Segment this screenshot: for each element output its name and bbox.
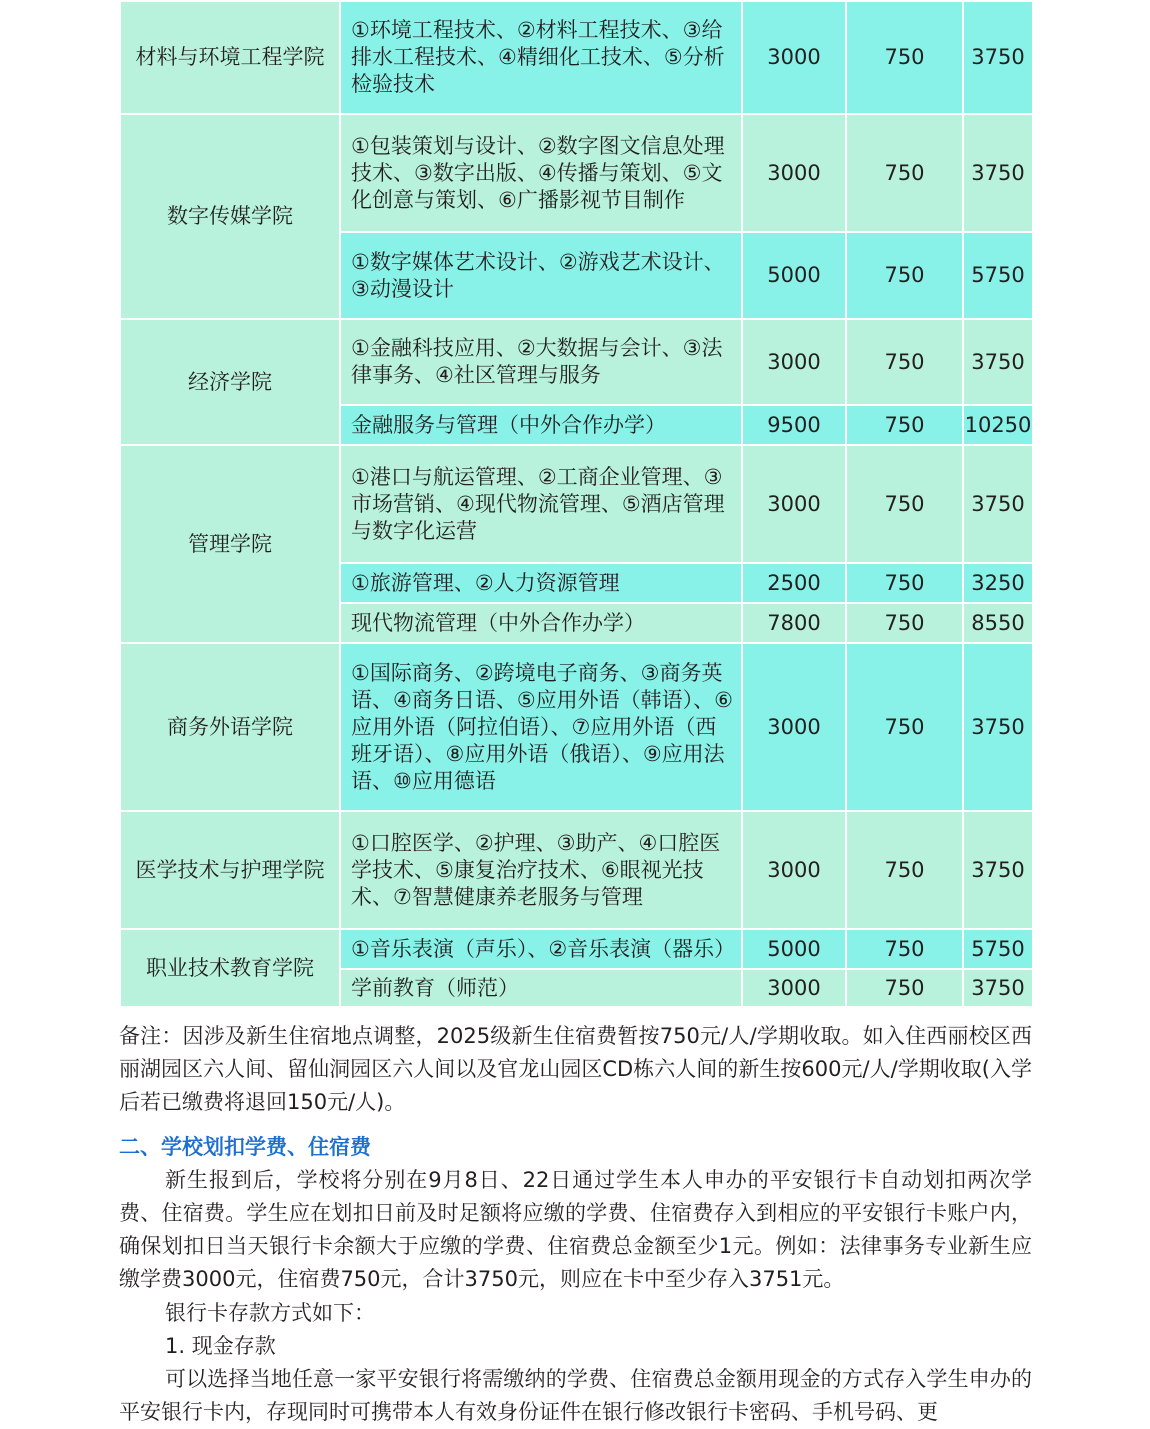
tuition-cell: 3000 [742,114,846,232]
total-cell: 5750 [963,232,1033,319]
total-cell: 3750 [963,811,1033,929]
dorm-fee-cell: 750 [846,969,963,1007]
major-cell: ①旅游管理、②人力资源管理 [340,563,742,603]
tuition-cell: 3000 [742,445,846,563]
tuition-cell: 3000 [742,1,846,114]
major-cell: ①数字媒体艺术设计、②游戏艺术设计、③动漫设计 [340,232,742,319]
college-cell: 材料与环境工程学院 [120,1,340,114]
deduction-paragraph: 新生报到后，学校将分别在9月8日、22日通过学生本人申办的平安银行卡自动划扣两次学费、住宿费。学生应在划扣日前及时足额将应缴的学费、住宿费存入到相应的平安银行卡账户内，确保划扣日当天银行卡余额大于应缴的学费、住宿费总金额至少1元。例如：法律事务专业新生应缴学费3000元，住宿费750元，合计3750元，则应在卡中至少存入3751元。 [119,1168,1032,1291]
total-cell: 3750 [963,643,1033,811]
dorm-fee-cell: 750 [846,1,963,114]
fee-table [119,0,1034,1008]
tuition-cell: 3000 [742,811,846,929]
major-cell: ①包装策划与设计、②数字图文信息处理技术、③数字出版、④传播与策划、⑤文化创意与策划、⑥广播影视节目制作 [340,114,742,232]
college-cell: 经济学院 [120,319,340,445]
college-cell: 职业技术教育学院 [120,929,340,1007]
total-cell: 3750 [963,114,1033,232]
college-cell: 管理学院 [120,445,340,643]
dorm-fee-cell: 750 [846,405,963,445]
dorm-fee-cell: 750 [846,811,963,929]
total-cell: 3750 [963,969,1033,1007]
tuition-cell: 5000 [742,929,846,969]
dorm-fee-note: 备注：因涉及新生住宿地点调整，2025级新生住宿费暂按750元/人/学期收取。如入住西丽校区西丽湖园区六人间、留仙洞园区六人间以及官龙山园区CD栋六人间的新生按600元/人/学期收取(入学后若已缴费将退回150元/人)。 [119,1024,1032,1114]
dorm-fee-cell: 750 [846,929,963,969]
tuition-cell: 3000 [742,319,846,405]
deposit-methods-label: 银行卡存款方式如下： [165,1301,375,1325]
major-cell: ①音乐表演（声乐）、②音乐表演（器乐） [340,929,742,969]
dorm-fee-cell: 750 [846,643,963,811]
dorm-fee-cell: 750 [846,319,963,405]
total-cell: 3750 [963,319,1033,405]
tuition-cell: 2500 [742,563,846,603]
total-cell: 5750 [963,929,1033,969]
total-cell: 10250 [963,405,1033,445]
major-cell: 金融服务与管理（中外合作办学） [340,405,742,445]
major-cell: 现代物流管理（中外合作办学） [340,603,742,643]
college-cell: 数字传媒学院 [120,114,340,319]
dorm-fee-cell: 750 [846,445,963,563]
total-cell: 3750 [963,1,1033,114]
tuition-cell: 3000 [742,969,846,1007]
cash-deposit-paragraph: 可以选择当地任意一家平安银行将需缴纳的学费、住宿费总金额用现金的方式存入学生申办的平安银行卡内，存现同时可携带本人有效身份证件在银行修改银行卡密码、手机号码、更 [119,1367,1032,1424]
dorm-fee-cell: 750 [846,114,963,232]
cash-deposit-heading: 1. 现金存款 [165,1334,276,1358]
tuition-cell: 3000 [742,643,846,811]
major-cell: ①国际商务、②跨境电子商务、③商务英语、④商务日语、⑤应用外语（韩语）、⑥应用外语（阿拉伯语）、⑦应用外语（西班牙语）、⑧应用外语（俄语）、⑨应用法语、⑩应用德语 [340,643,742,811]
college-cell: 医学技术与护理学院 [120,811,340,929]
section-heading: 二、学校划扣学费、住宿费 [119,1135,371,1159]
total-cell: 3750 [963,445,1033,563]
dorm-fee-cell: 750 [846,563,963,603]
major-cell: ①环境工程技术、②材料工程技术、③给排水工程技术、④精细化工技术、⑤分析检验技术 [340,1,742,114]
major-cell: ①口腔医学、②护理、③助产、④口腔医学技术、⑤康复治疗技术、⑥眼视光技术、⑦智慧健康养老服务与管理 [340,811,742,929]
total-cell: 8550 [963,603,1033,643]
dorm-fee-cell: 750 [846,232,963,319]
tuition-cell: 7800 [742,603,846,643]
tuition-cell: 5000 [742,232,846,319]
major-cell: 学前教育（师范） [340,969,742,1007]
major-cell: ①港口与航运管理、②工商企业管理、③市场营销、④现代物流管理、⑤酒店管理与数字化运营 [340,445,742,563]
college-cell: 商务外语学院 [120,643,340,811]
total-cell: 3250 [963,563,1033,603]
major-cell: ①金融科技应用、②大数据与会计、③法律事务、④社区管理与服务 [340,319,742,405]
dorm-fee-cell: 750 [846,603,963,643]
tuition-cell: 9500 [742,405,846,445]
